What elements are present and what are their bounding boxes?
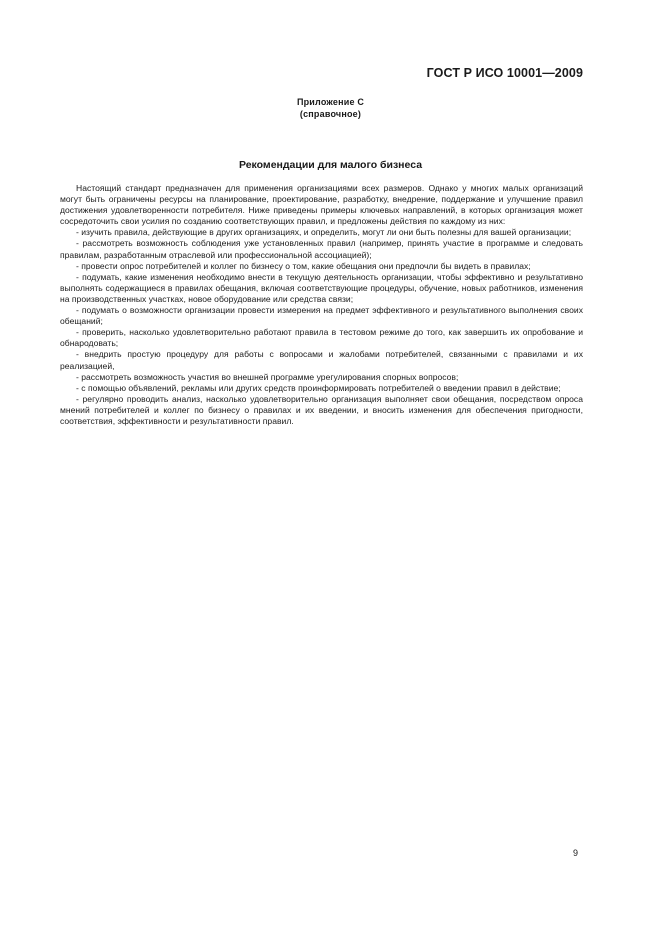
- body-text: [60, 183, 583, 427]
- list-item: - подумать, какие изменения необходимо внести в текущую деятельность организации, чтобы эффективно и результативно выполнять содержащиеся в правилах обещания, включая соответствующие процедуры, обучение, новых работников, изменения на производственных участках, новое оборудование или средства связи;: [60, 271, 583, 304]
- list-item: - подумать о возможности организации провести измерения на предмет эффективного и результативного выполнения своих обещаний;: [60, 305, 583, 327]
- list-item: - проверить, насколько удовлетворительно работают правила в тестовом режиме до того, как завершить их опробование и обнародовать;: [60, 327, 583, 349]
- list-item: - внедрить простую процедуру для работы с вопросами и жалобами потребителей, связанными с правилами и их реализацией,: [60, 349, 583, 371]
- annex-heading: [0, 96, 661, 120]
- intro-paragraph: Настоящий стандарт предназначен для применения организациями всех размеров. Однако у многих малых организаций могут быть ограничены ресурсы на планирование, проектирование, разработку, внедрение, поддержание и улучшение правил достижения удовлетворенности потребителя. Ниже приведены примеры ключевых направлений, в которых организация может сосредоточить свои усилия по созданию соответствующих правил, и предложены действия по каждому из них:: [60, 183, 583, 227]
- list-item: - с помощью объявлений, рекламы или других средств проинформировать потребителей о введении правил в действие;: [76, 382, 561, 393]
- list-item: - рассмотреть возможность участия во внешней программе урегулирования спорных вопросов;: [76, 371, 459, 382]
- standard-code-header: ГОСТ Р ИСО 10001—2009: [426, 66, 583, 80]
- annex-type: (справочное): [299, 109, 362, 119]
- list-item: - рассмотреть возможность соблюдения уже установленных правил (например, принять участие в программе и следовать правилам, разработанным отраслевой или профессиональной ассоциацией);: [60, 238, 583, 260]
- section-title: Рекомендации для малого бизнеса: [238, 159, 423, 171]
- list-item: - регулярно проводить анализ, насколько удовлетворительно организация выполняет свои обещания, посредством опроса мнений потребителей и коллег по бизнесу о правилах и их введении, и вносить изменения для обеспечения пригодности, соответствия, эффективности и результативности правил.: [60, 393, 583, 426]
- list-item: - изучить правила, действующие в других организациях, и определить, могут ли они быть полезны для вашей организации;: [76, 227, 572, 238]
- annex-title: Приложение С: [296, 97, 365, 107]
- page-number: 9: [573, 848, 579, 858]
- list-item: - провести опрос потребителей и коллег по бизнесу о том, какие обещания они предпочли бы видеть в правилах;: [76, 260, 531, 271]
